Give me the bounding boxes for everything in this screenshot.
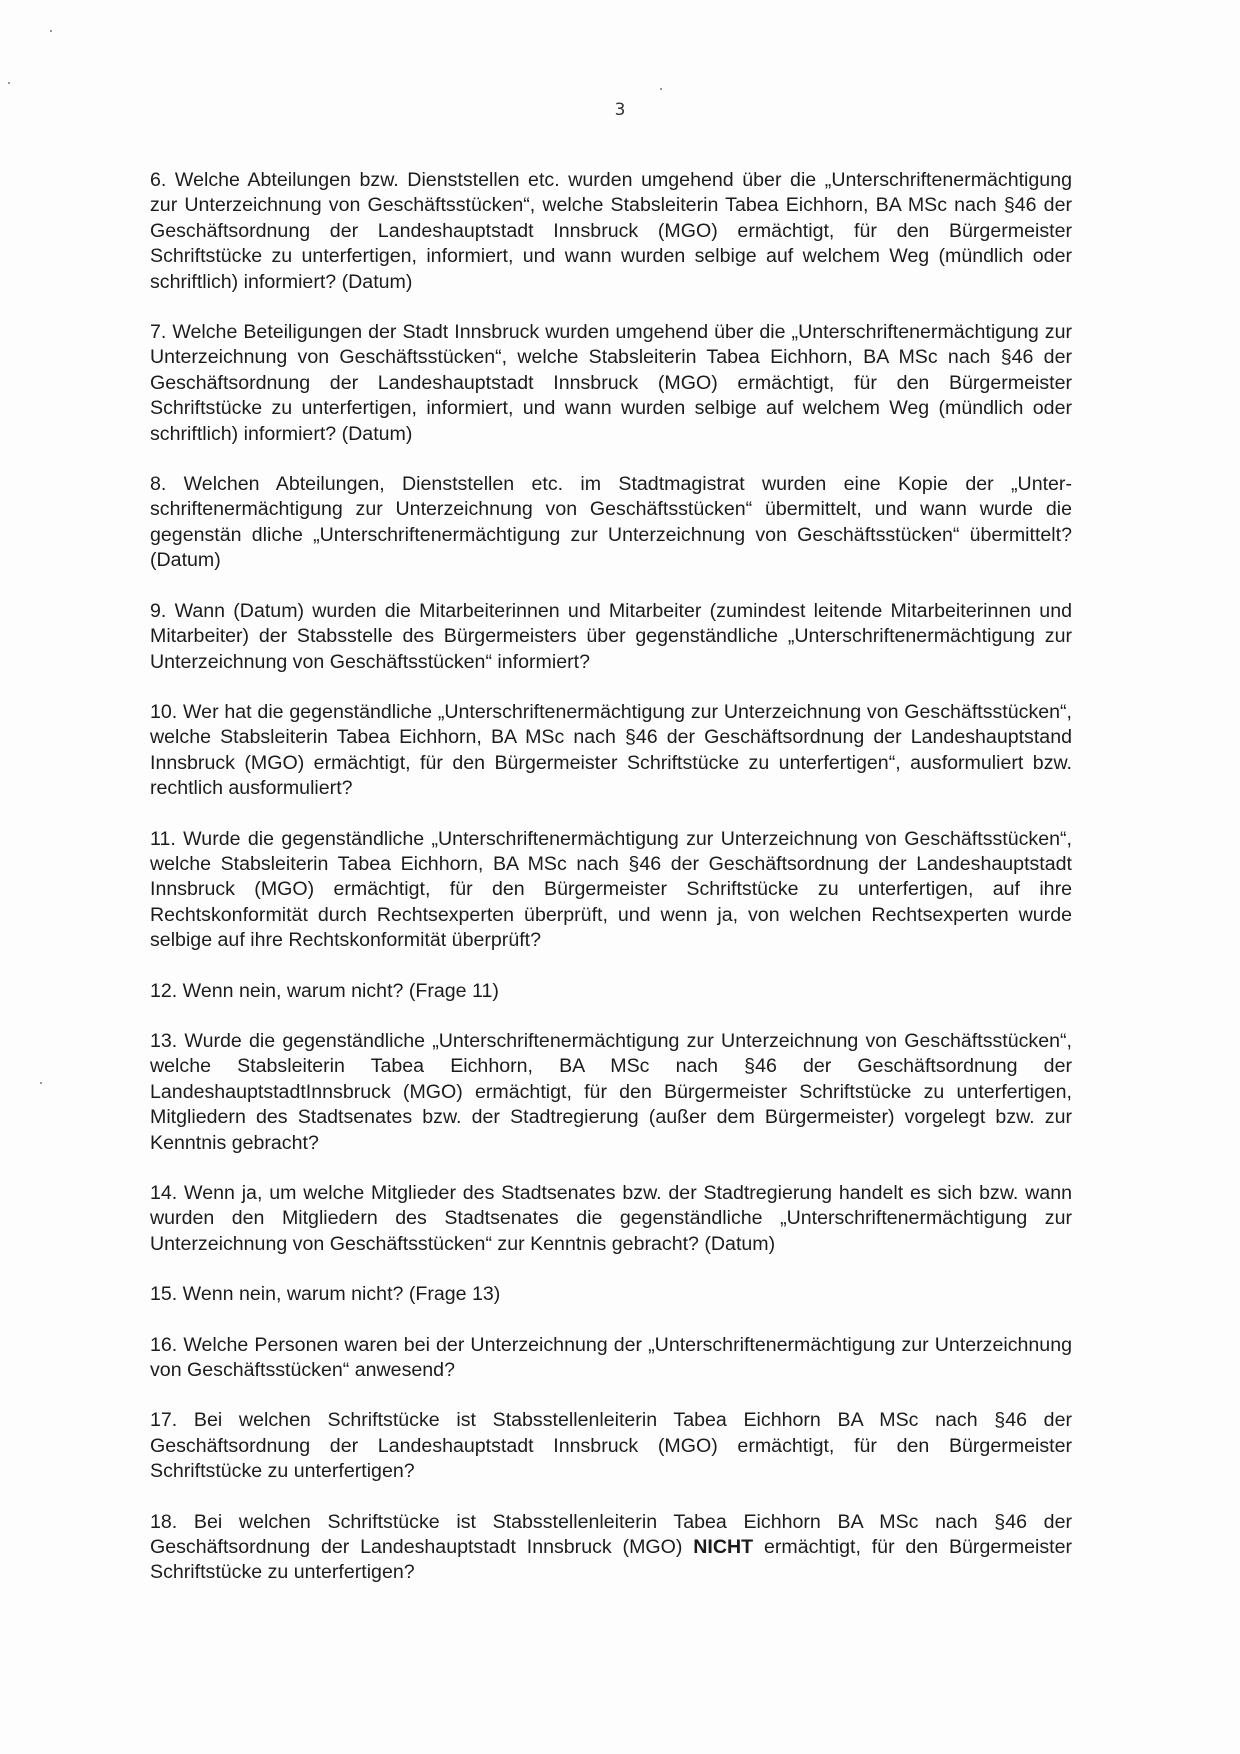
question-18-emphasis: NICHT <box>693 1536 754 1559</box>
question-12: 12. Wenn nein, warum nicht? (Frage 11) <box>150 979 499 1002</box>
question-7: 7. Welche Beteiligungen der Stadt Innsbruck wurden umgehend über die „Unterschriftenermächtigung zur Unterzeichnung von Geschäftsstücken“, welche Stabsleiterin Tabea Eichhorn, BA MSc nach §46 der Geschäftsordnung der Landeshauptstadt Innsbruck (MGO) ermächtigt, für den Bürgermeister Schriftstücke zu unterfertigen, informiert, und wann wurden selbige auf welchem Weg (mündlich oder schriftlich) informiert? (Datum) <box>150 321 1072 445</box>
question-15: 15. Wenn nein, warum nicht? (Frage 13) <box>150 1283 501 1306</box>
scan-speck <box>8 82 10 84</box>
question-9: 9. Wann (Datum) wurden die Mitarbeiterinnen und Mitarbeiter (zumindest leitende Mitarbeiterinnen und Mitarbeiter) der Stabsstelle des Bürgermeisters über gegenständliche „Unterschriftenermächtigung zur Unterzeichnung von Geschäftsstücken“ informiert? <box>150 599 1072 673</box>
question-11: 11. Wurde die gegenständliche „Unterschriftenermächtigung zur Unterzeichnung von Geschäftsstücken“, welche Stabsleiterin Tabea Eichhorn, BA MSc nach §46 der Geschäftsordnung der Landeshauptstadt Innsbruck (MGO) ermächtigt, für den Bürgermeister Schriftstücke zu unterfertigen, auf ihre Rechtskonformität durch Rechtsexperten überprüft, und wenn ja, von welchen Rechtsexperten wurde selbige auf ihre Rechtskonformität überprüft? <box>150 827 1072 952</box>
scan-speck <box>40 1082 42 1084</box>
question-13: 13. Wurde die gegenständliche „Unterschriftenermächtigung zur Unterzeichnung von Geschäftsstücken“, welche Stabsleiterin Tabea Eichhorn, BA MSc nach §46 der Geschäftsordnung der LandeshauptstadtInnsbruck (MGO) ermächtigt, für den Bürgermeister Schriftstücke zu unterfertigen, Mitgliedern des Stadtsenates bzw. der Stadtregierung (außer dem Bürgermeister) vorgelegt bzw. zur Kenntnis gebracht? <box>150 1029 1072 1154</box>
question-18-text-start: 18. Bei welchen Schriftstücke ist Stabsstellenleiterin Tabea Eichhorn BA MSc nach §46 der Geschäftsordnung der Landeshauptstadt Innsbruck (MGO) <box>150 1510 1072 1559</box>
question-6: 6. Welche Abteilungen bzw. Dienststellen etc. wurden umgehend über die „Unterschriftenermächtigung zur Unterzeichnung von Geschäftsstücken“, welche Stabsleiterin Tabea Eichhorn, BA MSc nach §46 der Geschäftsordnung der Landeshauptstadt Innsbruck (MGO) ermächtigt, für den Bürgermeister Schriftstücke zu unterfertigen, informiert, und wann wurden selbige auf welchem Weg (mündlich oder schriftlich) informiert? (Datum) <box>150 169 1072 293</box>
question-17: 17. Bei welchen Schriftstücke ist Stabsstellenleiterin Tabea Eichhorn BA MSc nach §46 der Geschäftsordnung der Landeshauptstadt Innsbruck (MGO) ermächtigt, für den Bürgermeister Schriftstücke zu unterfertigen? <box>150 1409 1072 1483</box>
question-18 <box>150 1510 1072 1586</box>
question-18-text-end: ermächtigt, für den Bürgermeister Schriftstücke zu unterfertigen? <box>150 1536 1073 1584</box>
question-14: 14. Wenn ja, um welche Mitglieder des Stadtsenates bzw. der Stadtregierung handelt es sich bzw. wann wurden den Mitgliedern des Stadtsenates die gegenständliche „Unterschriftenermächtigung zur Unterzeichnung von Geschäftsstücken“ zur Kenntnis gebracht? (Datum) <box>150 1182 1072 1255</box>
question-16: 16. Welche Personen waren bei der Unterzeichnung der „Unterschriftenermächtigung zur Unterzeichnung von Geschäftsstücken“ anwesend? <box>150 1333 1072 1382</box>
page-number: 3 <box>614 100 626 120</box>
scan-speck <box>50 30 52 32</box>
question-list <box>150 168 1072 1611</box>
question-8: 8. Welchen Abteilungen, Dienststellen etc. im Stadtmagistrat wurden eine Kopie der „Unterschriftenermächtigung zur Unterzeichnung von Geschäftsstücken“ übermittelt, und wann wurde die gegenstän dliche „Unterschriftenermächtigung zur Unterzeichnung von Geschäftsstücken“ übermittelt? (Datum) <box>150 473 1072 572</box>
scan-speck <box>660 88 662 90</box>
question-10: 10. Wer hat die gegenständliche „Unterschriftenermächtigung zur Unterzeichnung von Geschäftsstücken“, welche Stabsleiterin Tabea Eichhorn, BA MSc nach §46 der Geschäftsordnung der Landeshauptstand Innsbruck (MGO) ermächtigt, für den Bürgermeister Schriftstücke zu unterfertigen“, ausformuliert bzw. rechtlich ausformuliert? <box>150 700 1072 800</box>
